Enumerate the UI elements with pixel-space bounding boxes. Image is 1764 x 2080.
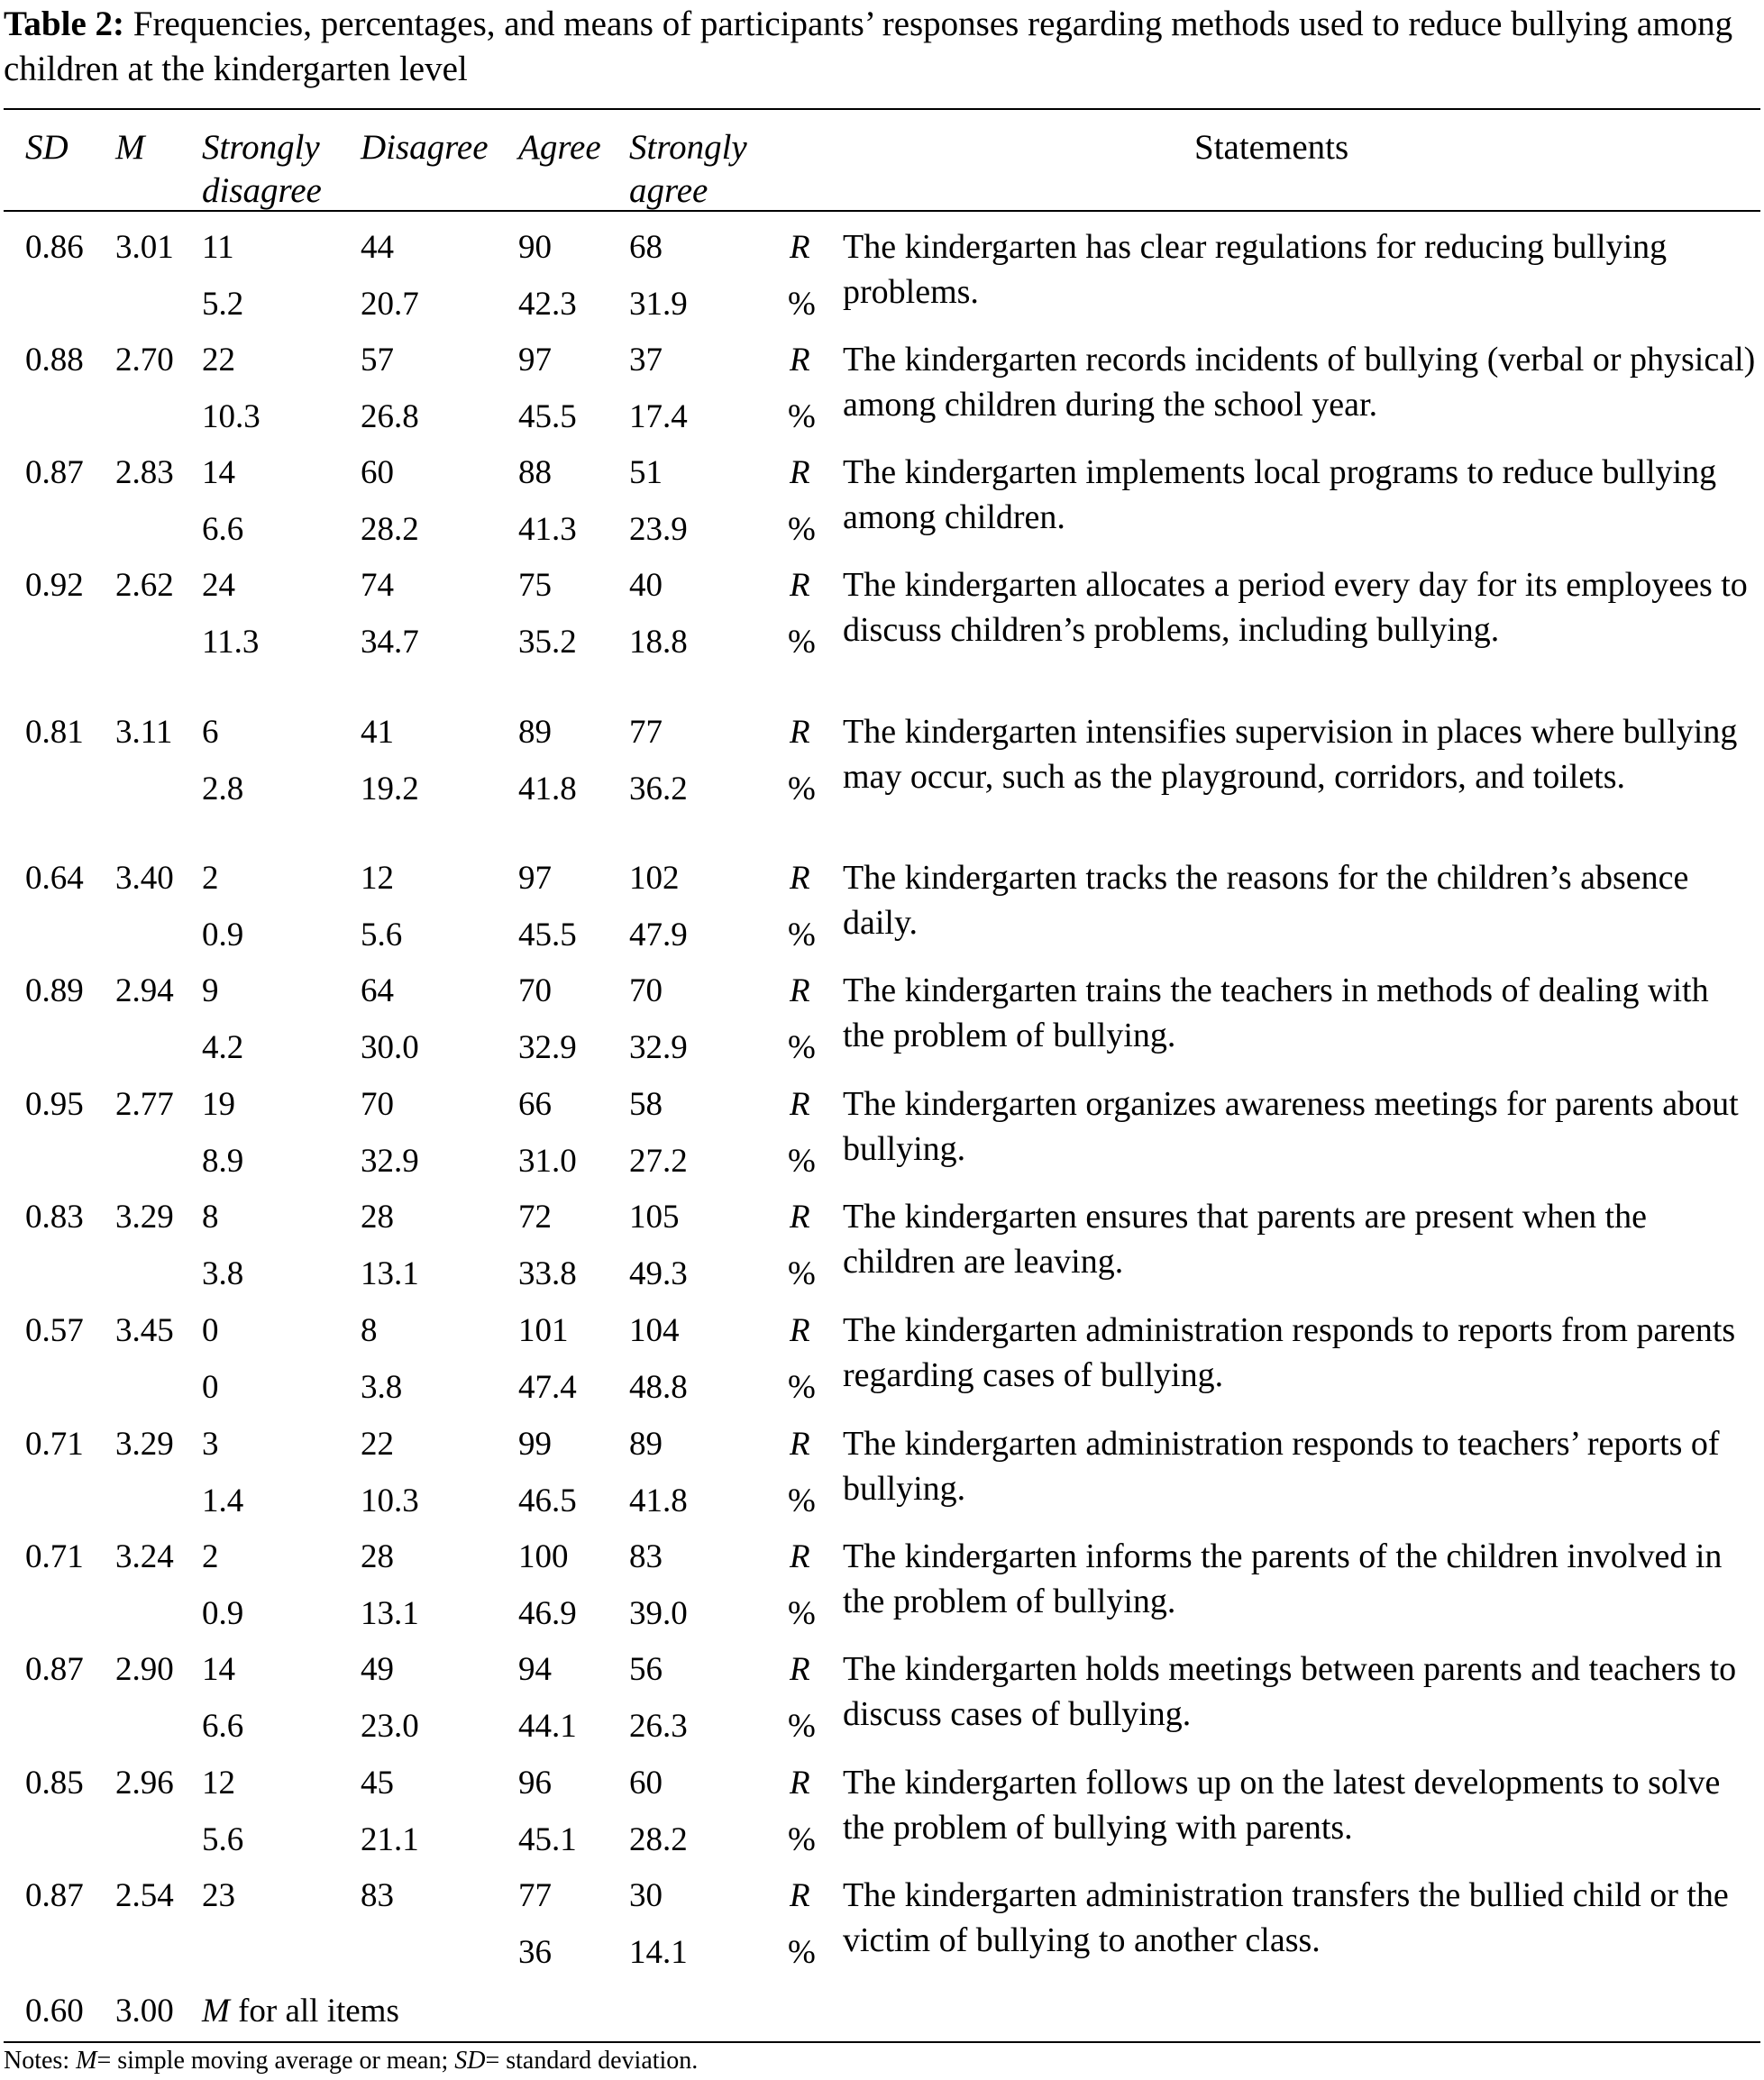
cell-disagree-percent: 3.8 (361, 1369, 403, 1406)
cell-disagree-percent: 21.1 (361, 1821, 419, 1858)
cell-agree-percent: 41.3 (518, 511, 577, 548)
cell-disagree-count: 60 (361, 454, 394, 491)
cell-strongly-disagree-count: 12 (202, 1765, 235, 1802)
cell-disagree-count: 45 (361, 1765, 394, 1802)
header-agree: Agree (518, 128, 601, 167)
cell-agree-percent: 42.3 (518, 286, 577, 323)
cell-disagree-percent: 28.2 (361, 511, 419, 548)
cell-agree-count: 77 (518, 1877, 552, 1914)
row-label-percent: % (788, 771, 816, 807)
cell-sd: 0.88 (25, 342, 84, 379)
header-rule (4, 210, 1760, 212)
cell-disagree-count: 41 (361, 714, 394, 751)
cell-agree-count: 101 (518, 1312, 569, 1349)
cell-statement: The kindergarten administration responds to reports from parents regarding cases of bullying. (843, 1311, 1736, 1394)
cell-mean: 3.29 (115, 1426, 174, 1463)
cell-agree-percent: 32.9 (518, 1029, 577, 1066)
cell-agree-percent: 45.5 (518, 917, 577, 953)
cell-strongly-disagree-count: 0 (202, 1312, 219, 1349)
cell-sd: 0.81 (25, 714, 84, 751)
cell-strongly-agree-percent: 39.0 (629, 1595, 688, 1632)
cell-agree-count: 96 (518, 1765, 552, 1802)
cell-disagree-percent: 13.1 (361, 1255, 419, 1292)
cell-strongly-agree-percent: 23.9 (629, 511, 688, 548)
cell-agree-count: 72 (518, 1199, 552, 1236)
cell-mean: 3.45 (115, 1312, 174, 1349)
notes-prefix: Notes: (4, 2047, 70, 2075)
notes-sd-symbol: SD (454, 2047, 486, 2075)
cell-statement: The kindergarten intensifies supervision in places where bullying may occur, such as the playground, corridors, and toilets. (843, 713, 1738, 796)
cell-disagree-count: 64 (361, 972, 394, 1009)
cell-strongly-disagree-percent: 0 (202, 1369, 219, 1406)
row-label-percent: % (788, 1143, 816, 1180)
cell-agree-count: 89 (518, 714, 552, 751)
cell-strongly-disagree-count: 2 (202, 860, 219, 897)
cell-disagree-count: 28 (361, 1538, 394, 1575)
cell-agree-count: 99 (518, 1426, 552, 1463)
cell-disagree-percent: 10.3 (361, 1482, 419, 1519)
cell-agree-percent: 45.1 (518, 1821, 577, 1858)
cell-strongly-agree-percent: 48.8 (629, 1369, 688, 1406)
cell-strongly-disagree-percent: 10.3 (202, 398, 260, 435)
row-label-count: R (790, 714, 810, 751)
row-label-percent: % (788, 1934, 816, 1971)
cell-statement: The kindergarten records incidents of bullying (verbal or physical) among children during the school year. (843, 341, 1756, 424)
cell-strongly-agree-count: 70 (629, 972, 663, 1009)
table-caption (4, 2, 1761, 92)
cell-agree-percent: 35.2 (518, 624, 577, 661)
cell-disagree-percent: 13.1 (361, 1595, 419, 1632)
cell-sd: 0.92 (25, 567, 84, 604)
row-label-count: R (790, 567, 810, 604)
cell-strongly-agree-percent: 14.1 (629, 1934, 688, 1971)
row-label-count: R (790, 860, 810, 897)
header-statements: Statements (1194, 128, 1349, 167)
row-label-count: R (790, 1651, 810, 1688)
cell-strongly-disagree-count: 11 (202, 229, 234, 266)
cell-strongly-disagree-percent: 6.6 (202, 1708, 244, 1745)
row-label-percent: % (788, 286, 816, 323)
table-notes (4, 2046, 698, 2076)
cell-strongly-agree-percent: 47.9 (629, 917, 688, 953)
cell-agree-count: 97 (518, 860, 552, 897)
row-label-count: R (790, 454, 810, 491)
cell-strongly-agree-percent: 36.2 (629, 771, 688, 807)
cell-agree-count: 66 (518, 1086, 552, 1123)
cell-sd: 0.87 (25, 1651, 84, 1688)
row-label-percent: % (788, 1708, 816, 1745)
cell-strongly-agree-count: 40 (629, 567, 663, 604)
cell-mean: 2.83 (115, 454, 174, 491)
row-label-percent: % (788, 1821, 816, 1858)
cell-strongly-disagree-count: 23 (202, 1877, 235, 1914)
cell-agree-count: 100 (518, 1538, 569, 1575)
row-label-count: R (790, 1312, 810, 1349)
cell-strongly-disagree-percent: 0.9 (202, 1595, 244, 1632)
notes-sd-definition: = standard deviation. (485, 2047, 699, 2075)
cell-agree-percent: 44.1 (518, 1708, 577, 1745)
cell-mean: 2.62 (115, 567, 174, 604)
overall-mean: 3.00 (115, 1993, 174, 2030)
cell-agree-count: 70 (518, 972, 552, 1009)
cell-strongly-disagree-count: 2 (202, 1538, 219, 1575)
cell-strongly-agree-count: 83 (629, 1538, 663, 1575)
row-label-count: R (790, 229, 810, 266)
cell-strongly-agree-count: 68 (629, 229, 663, 266)
cell-mean: 3.01 (115, 229, 174, 266)
cell-strongly-disagree-percent: 1.4 (202, 1482, 244, 1519)
notes-m-symbol: M (76, 2047, 97, 2075)
cell-strongly-agree-percent: 27.2 (629, 1143, 688, 1180)
table-label: Table 2: (4, 5, 125, 43)
cell-disagree-percent: 34.7 (361, 624, 419, 661)
cell-strongly-agree-percent: 41.8 (629, 1482, 688, 1519)
row-label-percent: % (788, 398, 816, 435)
cell-mean: 2.94 (115, 972, 174, 1009)
cell-sd: 0.89 (25, 972, 84, 1009)
cell-strongly-agree-count: 104 (629, 1312, 680, 1349)
cell-strongly-disagree-count: 19 (202, 1086, 235, 1123)
cell-strongly-disagree-count: 14 (202, 1651, 235, 1688)
row-label-percent: % (788, 1255, 816, 1292)
cell-disagree-percent: 20.7 (361, 286, 419, 323)
row-label-percent: % (788, 511, 816, 548)
cell-mean: 2.77 (115, 1086, 174, 1123)
cell-statement: The kindergarten allocates a period every day for its employees to discuss children’s problems, including bullying. (843, 566, 1748, 649)
cell-sd: 0.57 (25, 1312, 84, 1349)
header-strongly-agree-line1: Strongly (629, 128, 747, 167)
cell-strongly-agree-count: 56 (629, 1651, 663, 1688)
cell-strongly-agree-percent: 17.4 (629, 398, 688, 435)
cell-agree-percent: 45.5 (518, 398, 577, 435)
cell-statement: The kindergarten administration transfers the bullied child or the victim of bullying to another class. (843, 1876, 1729, 1959)
cell-agree-percent: 41.8 (518, 771, 577, 807)
cell-mean: 3.40 (115, 860, 174, 897)
cell-sd: 0.95 (25, 1086, 84, 1123)
cell-disagree-percent: 26.8 (361, 398, 419, 435)
cell-agree-percent: 36 (518, 1934, 552, 1971)
row-label-count: R (790, 1199, 810, 1236)
cell-mean: 2.90 (115, 1651, 174, 1688)
cell-agree-percent: 46.9 (518, 1595, 577, 1632)
cell-statement: The kindergarten follows up on the latest developments to solve the problem of bullying with parents. (843, 1764, 1721, 1847)
cell-disagree-percent: 30.0 (361, 1029, 419, 1066)
cell-strongly-agree-count: 105 (629, 1199, 680, 1236)
header-mean: M (115, 128, 145, 167)
cell-sd: 0.64 (25, 860, 84, 897)
cell-mean: 3.29 (115, 1199, 174, 1236)
cell-mean: 2.96 (115, 1765, 174, 1802)
header-sd: SD (25, 128, 69, 167)
cell-agree-percent: 33.8 (518, 1255, 577, 1292)
header-strongly-disagree-line2: disagree (202, 171, 322, 210)
cell-statement: The kindergarten has clear regulations for reducing bullying problems. (843, 228, 1668, 311)
row-label-count: R (790, 1086, 810, 1123)
overall-label-text: for all items (238, 1993, 399, 2030)
cell-strongly-agree-percent: 28.2 (629, 1821, 688, 1858)
notes-m-definition: = simple moving average or mean; (96, 2047, 449, 2075)
cell-strongly-disagree-count: 22 (202, 342, 235, 379)
cell-strongly-agree-count: 89 (629, 1426, 663, 1463)
cell-disagree-percent: 32.9 (361, 1143, 419, 1180)
cell-disagree-count: 44 (361, 229, 394, 266)
row-label-count: R (790, 342, 810, 379)
cell-statement: The kindergarten ensures that parents are present when the children are leaving. (843, 1198, 1647, 1281)
cell-strongly-disagree-percent: 6.6 (202, 511, 244, 548)
cell-strongly-agree-count: 60 (629, 1765, 663, 1802)
row-label-count: R (790, 972, 810, 1009)
cell-agree-count: 90 (518, 229, 552, 266)
cell-strongly-agree-percent: 18.8 (629, 624, 688, 661)
cell-strongly-disagree-percent: 5.2 (202, 286, 244, 323)
cell-disagree-count: 70 (361, 1086, 394, 1123)
row-label-count: R (790, 1877, 810, 1914)
cell-strongly-disagree-count: 6 (202, 714, 219, 751)
cell-disagree-count: 8 (361, 1312, 378, 1349)
row-label-percent: % (788, 917, 816, 953)
cell-strongly-agree-percent: 31.9 (629, 286, 688, 323)
cell-strongly-disagree-percent: 11.3 (202, 624, 260, 661)
cell-agree-percent: 47.4 (518, 1369, 577, 1406)
cell-mean: 2.70 (115, 342, 174, 379)
overall-label (202, 1992, 399, 2031)
row-label-percent: % (788, 1029, 816, 1066)
row-label-percent: % (788, 624, 816, 661)
cell-strongly-agree-count: 102 (629, 860, 680, 897)
cell-statement: The kindergarten implements local programs to reduce bullying among children. (843, 453, 1717, 536)
cell-strongly-agree-count: 58 (629, 1086, 663, 1123)
cell-strongly-disagree-count: 24 (202, 567, 235, 604)
cell-strongly-agree-count: 30 (629, 1877, 663, 1914)
header-disagree: Disagree (361, 128, 489, 167)
cell-strongly-disagree-percent: 3.8 (202, 1255, 244, 1292)
cell-agree-count: 97 (518, 342, 552, 379)
cell-disagree-count: 83 (361, 1877, 394, 1914)
cell-statement: The kindergarten trains the teachers in methods of dealing with the problem of bullying. (843, 972, 1709, 1054)
cell-sd: 0.87 (25, 1877, 84, 1914)
cell-disagree-count: 28 (361, 1199, 394, 1236)
top-rule (4, 108, 1760, 110)
bottom-rule (4, 2041, 1760, 2043)
cell-agree-percent: 46.5 (518, 1482, 577, 1519)
cell-strongly-disagree-percent: 2.8 (202, 771, 244, 807)
cell-disagree-count: 22 (361, 1426, 394, 1463)
header-strongly-agree (629, 126, 747, 213)
cell-sd: 0.86 (25, 229, 84, 266)
cell-mean: 3.11 (115, 714, 173, 751)
cell-statement: The kindergarten administration responds to teachers’ reports of bullying. (843, 1425, 1720, 1508)
cell-sd: 0.87 (25, 454, 84, 491)
cell-agree-count: 75 (518, 567, 552, 604)
row-label-percent: % (788, 1369, 816, 1406)
cell-strongly-agree-percent: 49.3 (629, 1255, 688, 1292)
cell-agree-count: 94 (518, 1651, 552, 1688)
cell-sd: 0.83 (25, 1199, 84, 1236)
cell-strongly-disagree-count: 14 (202, 454, 235, 491)
row-label-percent: % (788, 1595, 816, 1632)
header-strongly-disagree (202, 126, 322, 213)
cell-sd: 0.71 (25, 1538, 84, 1575)
cell-strongly-disagree-count: 3 (202, 1426, 219, 1463)
cell-strongly-agree-count: 77 (629, 714, 663, 751)
cell-disagree-percent: 19.2 (361, 771, 419, 807)
cell-statement: The kindergarten holds meetings between parents and teachers to discuss cases of bullying. (843, 1650, 1737, 1733)
overall-sd: 0.60 (25, 1993, 84, 2030)
row-label-count: R (790, 1538, 810, 1575)
cell-sd: 0.71 (25, 1426, 84, 1463)
cell-strongly-disagree-percent: 8.9 (202, 1143, 244, 1180)
overall-m-symbol: M (202, 1993, 230, 2030)
cell-mean: 2.54 (115, 1877, 174, 1914)
row-label-count: R (790, 1765, 810, 1802)
cell-disagree-count: 12 (361, 860, 394, 897)
cell-disagree-percent: 5.6 (361, 917, 403, 953)
cell-strongly-agree-percent: 32.9 (629, 1029, 688, 1066)
header-strongly-agree-line2: agree (629, 171, 708, 210)
cell-statement: The kindergarten tracks the reasons for the children’s absence daily. (843, 859, 1689, 942)
cell-strongly-disagree-percent: 4.2 (202, 1029, 244, 1066)
cell-agree-percent: 31.0 (518, 1143, 577, 1180)
cell-statement: The kindergarten organizes awareness meetings for parents about bullying. (843, 1085, 1739, 1168)
cell-strongly-disagree-percent: 5.6 (202, 1821, 244, 1858)
row-label-count: R (790, 1426, 810, 1463)
cell-sd: 0.85 (25, 1765, 84, 1802)
cell-disagree-count: 49 (361, 1651, 394, 1688)
cell-agree-count: 88 (518, 454, 552, 491)
cell-strongly-agree-count: 51 (629, 454, 663, 491)
row-label-percent: % (788, 1482, 816, 1519)
cell-disagree-percent: 23.0 (361, 1708, 419, 1745)
cell-disagree-count: 74 (361, 567, 394, 604)
cell-strongly-disagree-count: 9 (202, 972, 219, 1009)
table-title: Frequencies, percentages, and means of participants’ responses regarding methods used to reduce bullying among children at the kindergarten level (4, 5, 1733, 88)
cell-disagree-count: 57 (361, 342, 394, 379)
header-strongly-disagree-line1: Strongly (202, 128, 320, 167)
cell-strongly-agree-count: 37 (629, 342, 663, 379)
cell-strongly-disagree-count: 8 (202, 1199, 219, 1236)
cell-strongly-agree-percent: 26.3 (629, 1708, 688, 1745)
cell-mean: 3.24 (115, 1538, 174, 1575)
cell-strongly-disagree-percent: 0.9 (202, 917, 244, 953)
cell-statement: The kindergarten informs the parents of the children involved in the problem of bullying. (843, 1537, 1723, 1620)
